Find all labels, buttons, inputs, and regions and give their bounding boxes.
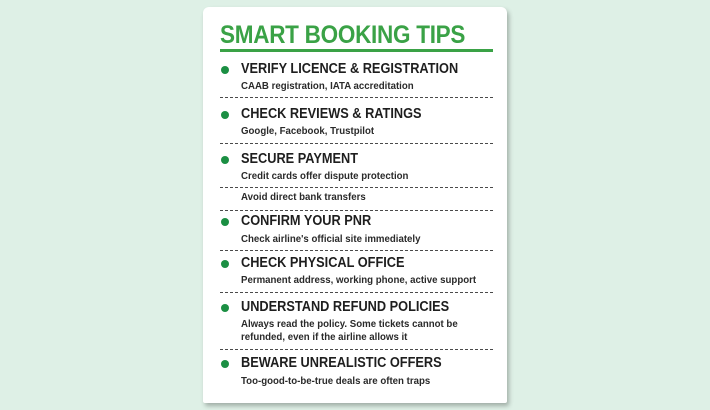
tip-detail: refunded, even if the airline allows it [241,331,408,343]
green-dot-icon [221,66,229,74]
green-dot-icon [221,360,229,368]
dashed-divider [220,210,493,211]
dashed-divider [220,143,493,144]
tip-detail: Check airline's official site immediately [241,233,421,245]
tip-detail: Too-good-to-be-true deals are often traps [241,375,431,387]
title-underline [220,49,493,52]
page-title: SMART BOOKING TIPS [220,21,466,49]
green-dot-icon [221,260,229,268]
dashed-divider [220,187,493,188]
tip-heading: UNDERSTAND REFUND POLICIES [241,299,450,315]
green-dot-icon [221,304,229,312]
tip-heading: BEWARE UNREALISTIC OFFERS [241,355,442,371]
tip-detail: Google, Facebook, Trustpilot [241,125,375,137]
green-dot-icon [221,218,229,226]
tip-heading: SECURE PAYMENT [241,151,358,167]
tip-detail: Always read the policy. Some tickets cannot be [241,318,458,330]
tip-detail: Credit cards offer dispute protection [241,170,409,182]
tip-heading: VERIFY LICENCE & REGISTRATION [241,61,459,77]
dashed-divider [220,97,493,98]
tip-detail: Avoid direct bank transfers [241,191,366,203]
green-dot-icon [221,111,229,119]
dashed-divider [220,349,493,350]
green-dot-icon [221,156,229,164]
dashed-divider [220,250,493,251]
tip-heading: CHECK REVIEWS & RATINGS [241,106,422,122]
booking-tips-card [203,7,507,403]
dashed-divider [220,292,493,293]
tip-heading: CHECK PHYSICAL OFFICE [241,255,405,271]
tip-heading: CONFIRM YOUR PNR [241,213,372,229]
tip-detail: Permanent address, working phone, active support [241,274,477,286]
tip-detail: CAAB registration, IATA accreditation [241,80,414,92]
